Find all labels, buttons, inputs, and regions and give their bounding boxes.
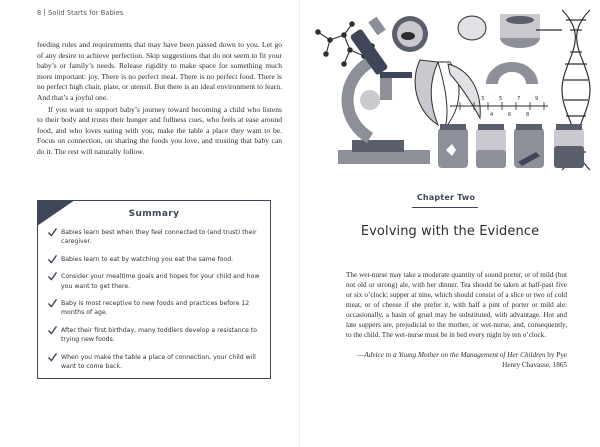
summary-item-text: When you make the table a place of connection, your child will want to come back.: [61, 353, 256, 371]
summary-item-text: Baby is most receptive to new foods and practices before 12 months of age.: [61, 300, 250, 317]
page-number: 8: [37, 9, 42, 17]
jar-icon: [438, 124, 468, 168]
summary-item: [48, 272, 262, 291]
summary-list: [48, 228, 262, 379]
summary-item-text: Babies learn best when they feel connected to (and trust) their caregiver.: [61, 229, 257, 246]
petri-dish-icon: [392, 16, 428, 52]
checkmark-icon: [48, 255, 57, 264]
body-paragraph-1: feeding rules and requirements that may have been passed down to you. Let go of any desire to achieve perfection. Skip suggestions that do not seem to fit your baby’s or family’s needs. Release rigidity to make space for something much more important: joy. There is no perfect meal. There is no perfect food. There is no perfect high chair, plate, or utensil. But there is an ideal environment to learn. And that’s a joyful one.: [37, 40, 282, 102]
summary-item-text: Consider your mealtime goals and hopes for your child and how you want to get there.: [61, 273, 260, 290]
ruler-number: 6: [508, 112, 512, 118]
ruler-number: 9: [535, 96, 539, 102]
header-separator: [44, 9, 45, 16]
summary-item-text: Babies learn to eat by watching you eat the same food.: [61, 255, 234, 263]
body-paragraph-2: If you want to support baby’s journey toward becoming a child who listens to their body and trusts their hunger and fullness cues, who feels at ease around food, and who loves eating with you, make the table a place they want to be. Focus on connection, on sharing the foods you love, and trusting that baby can do it. The rest will naturally follow.: [37, 104, 282, 156]
chapter-illustration: [300, 0, 600, 180]
book-title: Solid Starts for Babies: [48, 9, 124, 17]
checkmark-icon: [48, 228, 57, 237]
summary-title: Summary: [128, 209, 180, 219]
summary-item: [48, 353, 262, 372]
chapter-title: Evolving with the Evidence: [360, 224, 540, 239]
jar-icon: [476, 124, 506, 168]
epigraph-quote: The wet-nurse may take a moderate quantity of sound porter, or of mild (but not old or strong) ale, with her dinner. Tea should be taken at half-past five or six o’clock; supper at nine, which should consist of a slice or two of cold meat, or of cheese if she prefer it, with half a pint of porter or mild ale: occasionally, a basin of gruel may be substituted, with advantage. Hot and late suppers are, prejudicial to the mother, or wet-nurse, and, consequently, to the child. The wet-nurse must be in bed every night by ten o’clock.: [346, 271, 567, 339]
summary-item-text: After their first birthday, many toddlers develop a resistance to trying new foods.: [61, 326, 258, 344]
summary-item: [48, 326, 262, 345]
summary-box: [37, 200, 271, 379]
checkmark-icon: [48, 353, 57, 362]
running-header: [37, 9, 123, 17]
chapter-label: Chapter Two: [416, 193, 476, 202]
epigraph-attribution: [346, 350, 567, 370]
banana-icon: [415, 60, 480, 128]
bowl-icon: [458, 14, 540, 48]
checkmark-icon: [48, 326, 57, 335]
ruler-number: 4: [490, 112, 494, 118]
jar-icon: [554, 124, 584, 168]
summary-item: [48, 228, 262, 247]
ruler-number: 3: [481, 96, 485, 102]
attribution-title: Advice to a Young Mother on the Management of Her Children: [364, 351, 546, 359]
checkmark-icon: [48, 272, 57, 281]
jar-icon: [514, 124, 544, 168]
ruler-number: 5: [499, 96, 503, 102]
attribution-dash: —: [357, 351, 365, 359]
rainbow-icon: [486, 62, 538, 84]
ruler-number: 8: [526, 112, 530, 118]
summary-item: [48, 255, 262, 264]
summary-item: [48, 299, 262, 318]
right-page: [300, 0, 600, 447]
body-text: [37, 40, 282, 158]
chapter-divider: [412, 207, 478, 208]
ruler-icon: [450, 96, 548, 118]
ruler-number: 7: [517, 96, 521, 102]
checkmark-icon: [48, 299, 57, 308]
attribution-author: by Pye Henry Chavasse, 1865: [502, 351, 567, 369]
